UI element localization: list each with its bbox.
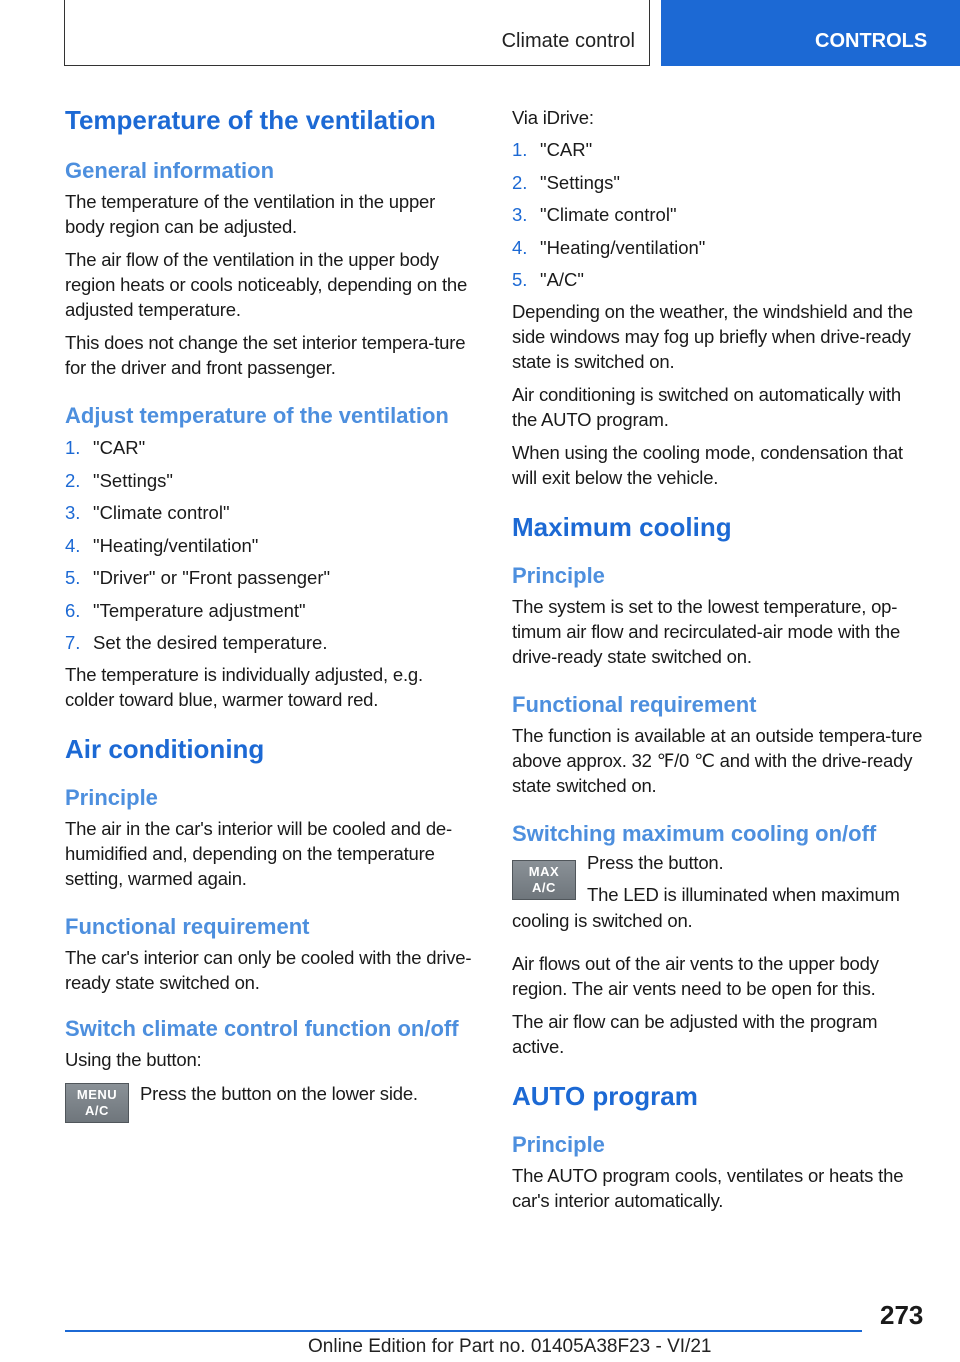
paragraph: The function is available at an outside tempera-ture above approx. 32 ℉/0 ℃ and with the drive-ready state switched on. — [512, 724, 923, 796]
paragraph: The air flow of the ventilation in the upper body region heats or cools noticeably, depending on the adjusted temperature. — [65, 249, 468, 320]
paragraph: Air conditioning is switched on automatically with the AUTO program. — [512, 383, 901, 430]
step-number: 3. — [512, 204, 528, 225]
header-section-title: Climate control — [501, 30, 635, 52]
list-item — [512, 264, 930, 297]
menu-ac-button-row — [65, 1083, 475, 1127]
step-text: "A/C" — [540, 269, 584, 290]
step-text: "Heating/ventilation" — [540, 236, 706, 258]
paragraph: The temperature of the ventilation in the upper body region can be adjusted. — [65, 191, 436, 237]
page-number: 273 — [880, 1300, 924, 1330]
step-number: 5. — [65, 567, 81, 588]
list-item — [65, 595, 475, 628]
heading-principle: Principle — [512, 562, 605, 588]
paragraph: Using the button: — [65, 1048, 202, 1070]
step-text: Set the desired temperature. — [93, 632, 328, 653]
heading-switching-maximum-cooling: Switching maximum cooling on/off — [512, 820, 877, 846]
paragraph: The temperature is individually adjusted, e.g. colder toward blue, warmer toward red. — [65, 663, 423, 710]
heading-adjust-temperature: Adjust temperature of the ventilation — [65, 403, 449, 428]
left-column — [65, 100, 475, 1127]
list-item — [65, 562, 475, 595]
footer-rule — [65, 1330, 862, 1332]
list-item — [512, 167, 930, 200]
list-item — [512, 232, 930, 265]
paragraph: The AUTO program cools, ventilates or heats the car's interior automatically. — [512, 1164, 904, 1211]
step-text: "CAR" — [540, 139, 593, 160]
heading-maximum-cooling: Maximum cooling — [512, 511, 732, 542]
step-number: 7. — [65, 632, 81, 653]
max-ac-button-icon: MAX A/C — [512, 860, 576, 900]
idrive-steps-list — [512, 134, 930, 297]
header-chapter-label: CONTROLS — [815, 30, 928, 52]
paragraph: This does not change the set interior tempera-ture for the driver and front passenger. — [65, 332, 466, 378]
paragraph: Via iDrive: — [512, 107, 594, 128]
paragraph: Press the button. — [587, 851, 724, 873]
paragraph: Depending on the weather, the windshield and the side windows may fog up briefly when drive-ready state is switched on. — [512, 300, 913, 372]
paragraph: cooling is switched on. — [512, 909, 693, 931]
list-item — [65, 627, 475, 660]
menu-ac-button-icon: MENU A/C — [65, 1083, 129, 1123]
step-number: 3. — [65, 502, 81, 523]
heading-switch-climate-control: Switch climate control function on/off — [65, 1015, 459, 1041]
max-ac-button-row — [512, 850, 930, 908]
step-text: "Temperature adjustment" — [93, 599, 306, 621]
heading-air-conditioning: Air conditioning — [65, 733, 265, 764]
step-number: 1. — [65, 437, 81, 458]
heading-auto-program: AUTO program — [512, 1080, 698, 1111]
paragraph: Air flows out of the air vents to the upper body region. The air vents need to be open for this. — [512, 952, 879, 999]
step-number: 2. — [512, 171, 528, 193]
right-column — [512, 100, 930, 1213]
step-text: "Heating/ventilation" — [93, 534, 259, 556]
paragraph: When using the cooling mode, condensation that will exit below the vehicle. — [512, 441, 903, 488]
step-text: "Climate control" — [540, 204, 677, 225]
step-text: "CAR" — [93, 437, 146, 458]
step-text: "Settings" — [93, 469, 173, 491]
paragraph: The LED is illuminated when maximum — [587, 883, 900, 905]
paragraph: Press the button on the lower side. — [140, 1082, 418, 1104]
step-number: 6. — [65, 599, 81, 621]
footer-edition: Online Edition for Part no. 01405A38F23 - VI/21 — [308, 1336, 712, 1357]
paragraph: The system is set to the lowest temperature, op-timum air flow and recirculated-air mode with the drive-ready state switched on. — [512, 595, 901, 667]
paragraph: The car's interior can only be cooled with the drive-ready state switched on. — [65, 946, 472, 993]
heading-general-information: General information — [65, 158, 275, 183]
step-text: "Driver" or "Front passenger" — [93, 567, 331, 588]
list-item — [65, 465, 475, 498]
heading-functional-requirement: Functional requirement — [65, 913, 310, 939]
step-number: 5. — [512, 269, 528, 290]
step-number: 2. — [65, 469, 81, 491]
step-number: 1. — [512, 139, 528, 160]
header-chapter-tab — [661, 0, 960, 66]
step-number: 4. — [512, 236, 528, 258]
list-item — [512, 134, 930, 167]
list-item — [512, 199, 930, 232]
list-item — [65, 497, 475, 530]
header-section-box — [64, 0, 650, 66]
adjust-steps-list — [65, 432, 475, 660]
step-text: "Climate control" — [93, 502, 230, 523]
list-item — [65, 432, 475, 465]
step-number: 4. — [65, 534, 81, 556]
list-item — [65, 530, 475, 563]
heading-principle: Principle — [512, 1131, 605, 1157]
heading-principle: Principle — [65, 784, 158, 810]
paragraph: The air in the car's interior will be cooled and de-humidified and, depending on the temperature setting, warmed again. — [65, 817, 452, 889]
paragraph: The air flow can be adjusted with the program active. — [512, 1010, 878, 1057]
heading-functional-requirement: Functional requirement — [512, 691, 757, 717]
step-text: "Settings" — [540, 171, 620, 193]
heading-temperature-ventilation: Temperature of the ventilation — [65, 105, 436, 135]
